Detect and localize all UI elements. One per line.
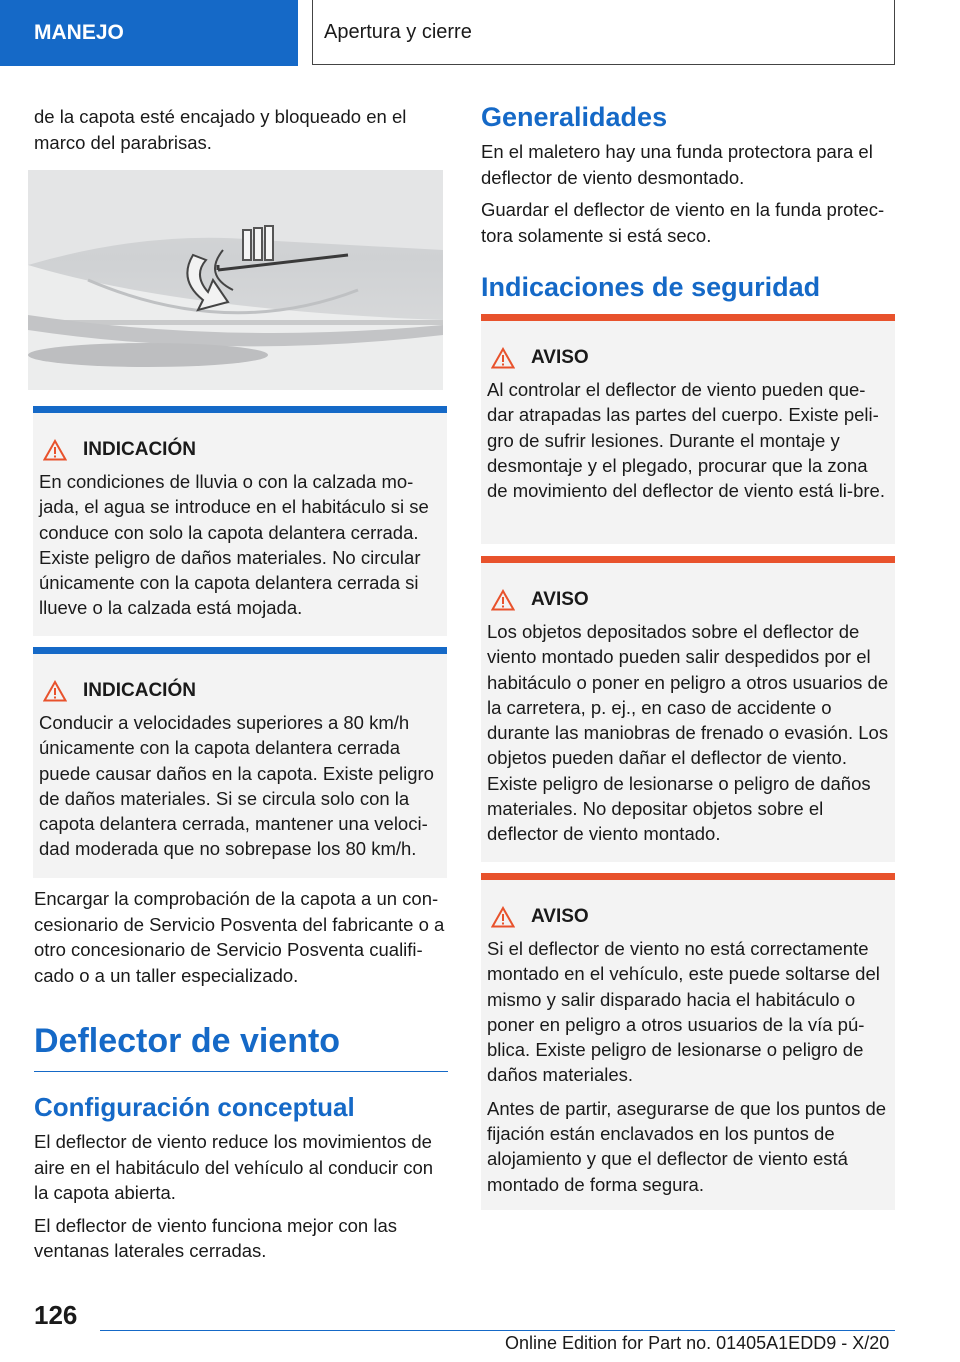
warning-mounting-title: AVISO	[531, 906, 589, 927]
concept-paragraph-2: El deflector de viento funciona mejor con las ventanas laterales cerradas.	[34, 1214, 398, 1261]
warning-objects	[481, 556, 895, 862]
header-title-box	[312, 0, 895, 65]
warning-mounting-text-1: Si el deflector de viento no está correctamente montado en el vehículo, este puede soltarse del mismo y salir disparado hacia el habitáculo o poner en peligro a otros usuarios de la vía pú-blica. Existe peligro de lesionarse o peligro de daños materiales.	[487, 938, 880, 1086]
warning-pinching-title: AVISO	[531, 347, 589, 368]
notice-rain-title: INDICACIÓN	[83, 439, 196, 460]
general-paragraph-2: Guardar el deflector de viento en la funda protec-tora solamente si está seco.	[481, 199, 885, 246]
notice-speed	[33, 647, 447, 878]
general-block	[481, 102, 895, 255]
footer-edition: Online Edition for Part no. 01405A1EDD9 - X/20	[505, 1333, 890, 1353]
notice-speed-title: INDICACIÓN	[83, 680, 196, 701]
warning-triangle-icon	[491, 906, 515, 928]
windscreen-illustration	[28, 170, 443, 390]
warning-pinching-text: Al controlar el deflector de viento pueden que-dar atrapadas las partes del cuerpo. Existe peli-gro de sufrir lesiones. Durante el montaje y desmontaje y el plegado, procurar que la zona de movimiento del deflector de viento está li-bre.	[487, 379, 885, 502]
warning-mounting	[481, 873, 895, 1210]
warning-triangle-icon	[491, 347, 515, 369]
concept-title: Configuración conceptual	[34, 1092, 355, 1122]
notice-rain-text: En condiciones de lluvia o con la calzada mo-jada, el agua se introduce en el habitáculo si se conduce con solo la capota delantera cerrada. Existe peligro de daños materiales. No circular únicamente con la capota delantera cerrada si llueve o la calzada está mojada.	[39, 471, 429, 619]
warning-objects-title: AVISO	[531, 589, 589, 610]
service-block	[34, 886, 448, 995]
notice-rain	[33, 406, 447, 636]
notice-speed-heading	[39, 680, 441, 702]
warning-mounting-text-2: Antes de partir, asegurarse de que los puntos de fijación están enclavados en los puntos de alojamiento y que el deflector de viento está montado de forma segura.	[487, 1097, 887, 1195]
concept-paragraph-1: El deflector de viento reduce los movimientos de aire en el habitáculo del vehículo al conducir con la capota abierta.	[34, 1131, 434, 1203]
warning-objects-text: Los objetos depositados sobre el deflector de viento montado pueden salir despedidos por el habitáculo o poner en peligro a otros usuarios de la carretera, p. ej., en caso de accidente o durante las maniobras de frenado o evasión. Los objetos pueden dañar el deflector de viento. Existe peligro de lesionarse o peligro de daños materiales. No depositar objetos sobre el deflector de viento montado.	[487, 621, 889, 845]
warning-pinching-heading	[487, 347, 889, 369]
general-paragraph-1: En el maletero hay una funda protectora para el deflector de viento desmontado.	[481, 141, 873, 188]
safety-heading-block	[481, 272, 895, 303]
safety-title: Indicaciones de seguridad	[481, 272, 821, 302]
service-text: Encargar la comprobación de la capota a un con-cesionario de Servicio Posventa del fabricante o a otro concesionario de Servicio Posventa cualifi-cado o a un taller especializado.	[34, 888, 445, 986]
header-section-label: MANEJO	[34, 21, 124, 44]
warning-mounting-heading	[487, 906, 889, 928]
notice-speed-text: Conducir a velocidades superiores a 80 km/h únicamente con la capota delantera cerrada puede causar daños en la capota. Existe peligro de daños materiales. Si se circula solo con la capota delantera cerrada, mantener una veloci-dad moderada que no sobrepase los 80 km/h.	[39, 712, 434, 860]
warning-triangle-icon	[491, 589, 515, 611]
windscreen-frame-photo	[28, 170, 443, 390]
concept-block	[34, 1092, 448, 1271]
warning-triangle-icon	[43, 680, 67, 702]
page-number: 126	[34, 1300, 78, 1330]
section-title: Deflector de viento	[34, 1022, 448, 1072]
warning-objects-heading	[487, 589, 889, 611]
intro-block	[34, 104, 448, 162]
warning-triangle-icon	[43, 439, 67, 461]
warning-pinching	[481, 314, 895, 544]
header-section-tab	[0, 0, 298, 66]
intro-text: de la capota esté encajado y bloqueado en el marco del parabrisas.	[34, 106, 407, 153]
notice-rain-heading	[39, 439, 441, 461]
general-title: Generalidades	[481, 102, 668, 132]
header-title: Apertura y cierre	[324, 20, 472, 43]
footer-rule	[100, 1330, 895, 1331]
